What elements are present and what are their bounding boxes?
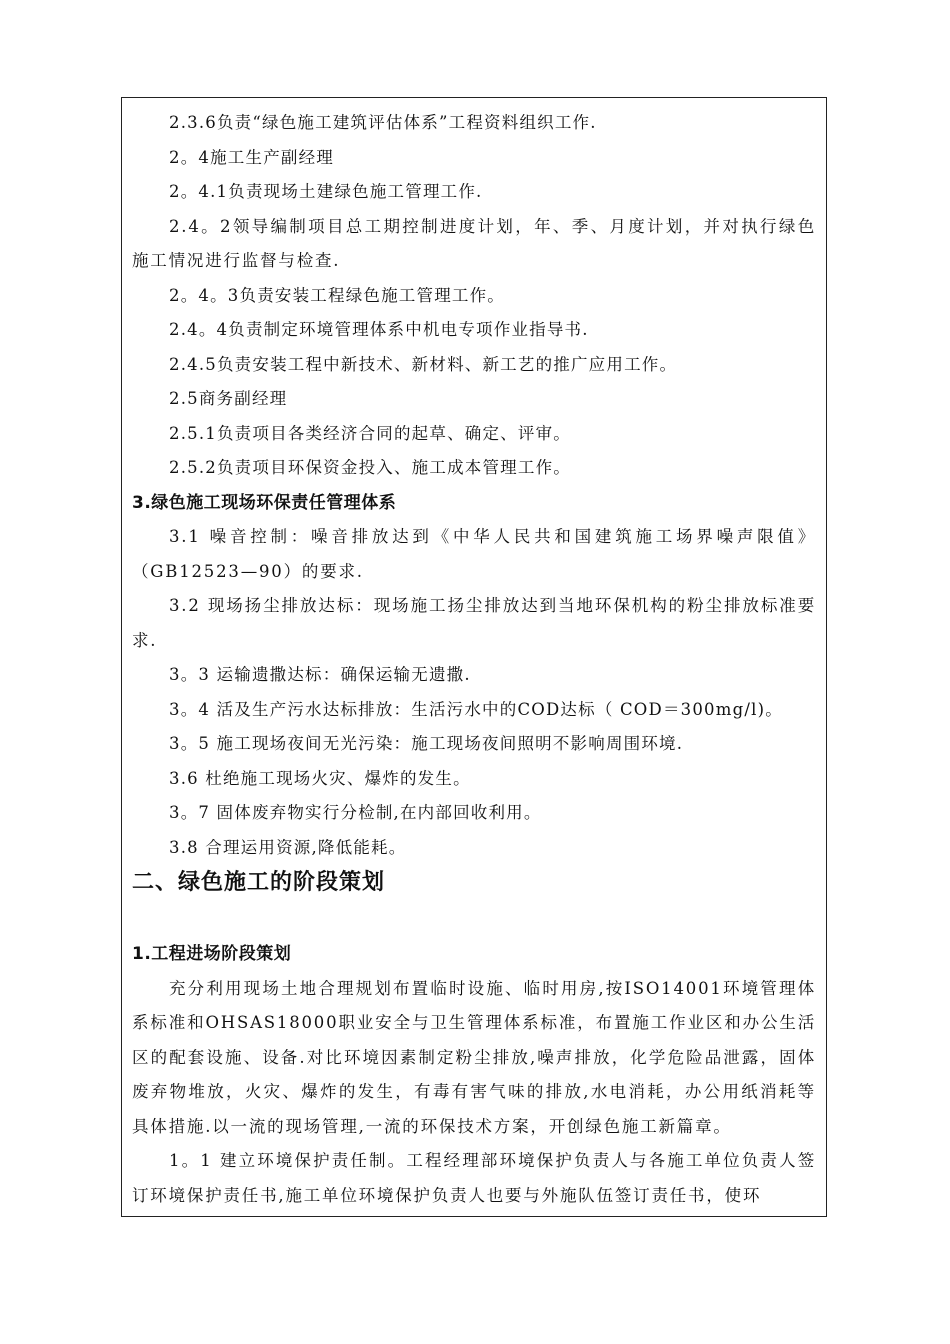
paragraph-3-1: 3.1 噪音控制：噪音排放达到《中华人民共和国建筑施工场界噪声限值》（GB12523—90）的要求. — [132, 527, 816, 581]
paragraph-2-4-1: 2。4.1负责现场土建绿色施工管理工作. — [169, 182, 483, 201]
paragraph-3-8: 3.8 合理运用资源,降低能耗。 — [169, 837, 407, 857]
paragraph-2-4-4: 2.4。4负责制定环境管理体系中机电专项作业指导书. — [169, 320, 589, 339]
paragraph-3-5: 3。5 施工现场夜间无光污染：施工现场夜间照明不影响周围环境. — [169, 734, 684, 753]
paragraph-3-7: 3。7 固体废弃物实行分检制,在内部回收利用。 — [169, 803, 542, 822]
paragraph-2-5-2: 2.5.2负责项目环保资金投入、施工成本管理工作。 — [169, 458, 571, 477]
paragraph-3-6: 3.6 杜绝施工现场火灾、爆炸的发生。 — [169, 768, 471, 788]
stage-1-heading: 1.工程进场阶段策划 — [132, 944, 292, 964]
document-frame — [121, 97, 827, 1217]
document-body — [132, 106, 816, 1213]
paragraph-2-4-5: 2.4.5负责安装工程中新技术、新材料、新工艺的推广应用工作。 — [169, 354, 678, 374]
paragraph-2-3-6: 2.3.6负责“绿色施工建筑评估体系”工程资料组织工作. — [169, 113, 597, 132]
paragraph-2-4-2: 2.4。2领导编制项目总工期控制进度计划，年、季、月度计划，并对执行绿色施工情况进行监督与检查. — [132, 216, 816, 270]
paragraph-3-4: 3。4 活及生产污水达标排放：生活污水中的COD达标（ COD＝300mg/l)。 — [169, 699, 783, 719]
paragraph-1-1: 1。1 建立环境保护责任制。工程经理部环境保护负责人与各施工单位负责人签订环境保护责任书,施工单位环境保护负责人也要与外施队伍签订责任书，使环 — [132, 1151, 816, 1205]
paragraph-2-4-3: 2。4。3负责安装工程绿色施工管理工作。 — [169, 285, 505, 305]
paragraph-stage-1-intro: 充分利用现场土地合理规划布置临时设施、临时用房,按ISO14001环境管理体系标准和OHSAS18000职业安全与卫生管理体系标准，布置施工作业区和办公生活区的配套设施、设备.对比环境因素制定粉尘排放,噪声排放，化学危险品泄露，固体废弃物堆放，火灾、爆炸的发生，有毒有害气味的排放,水电消耗，办公用纸消耗等具体措施.以一流的现场管理,一流的环保技术方案，开创绿色施工新篇章。 — [132, 978, 816, 1136]
paragraph-3-2: 3.2 现场扬尘排放达标：现场施工扬尘排放达到当地环保机构的粉尘排放标准要求. — [132, 596, 816, 650]
paragraph-3-3: 3。3 运输遗撒达标：确保运输无遗撒. — [169, 665, 471, 684]
chapter-2-heading: 二、绿色施工的阶段策划 — [132, 870, 386, 895]
paragraph-2-5-heading: 2.5商务副经理 — [169, 389, 288, 408]
spacer — [132, 901, 816, 937]
paragraph-2-5-1: 2.5.1负责项目各类经济合同的起草、确定、评审。 — [169, 423, 571, 443]
section-3-heading: 3.绿色施工现场环保责任管理体系 — [132, 492, 397, 513]
paragraph-2-4-heading: 2。4施工生产副经理 — [169, 147, 334, 167]
